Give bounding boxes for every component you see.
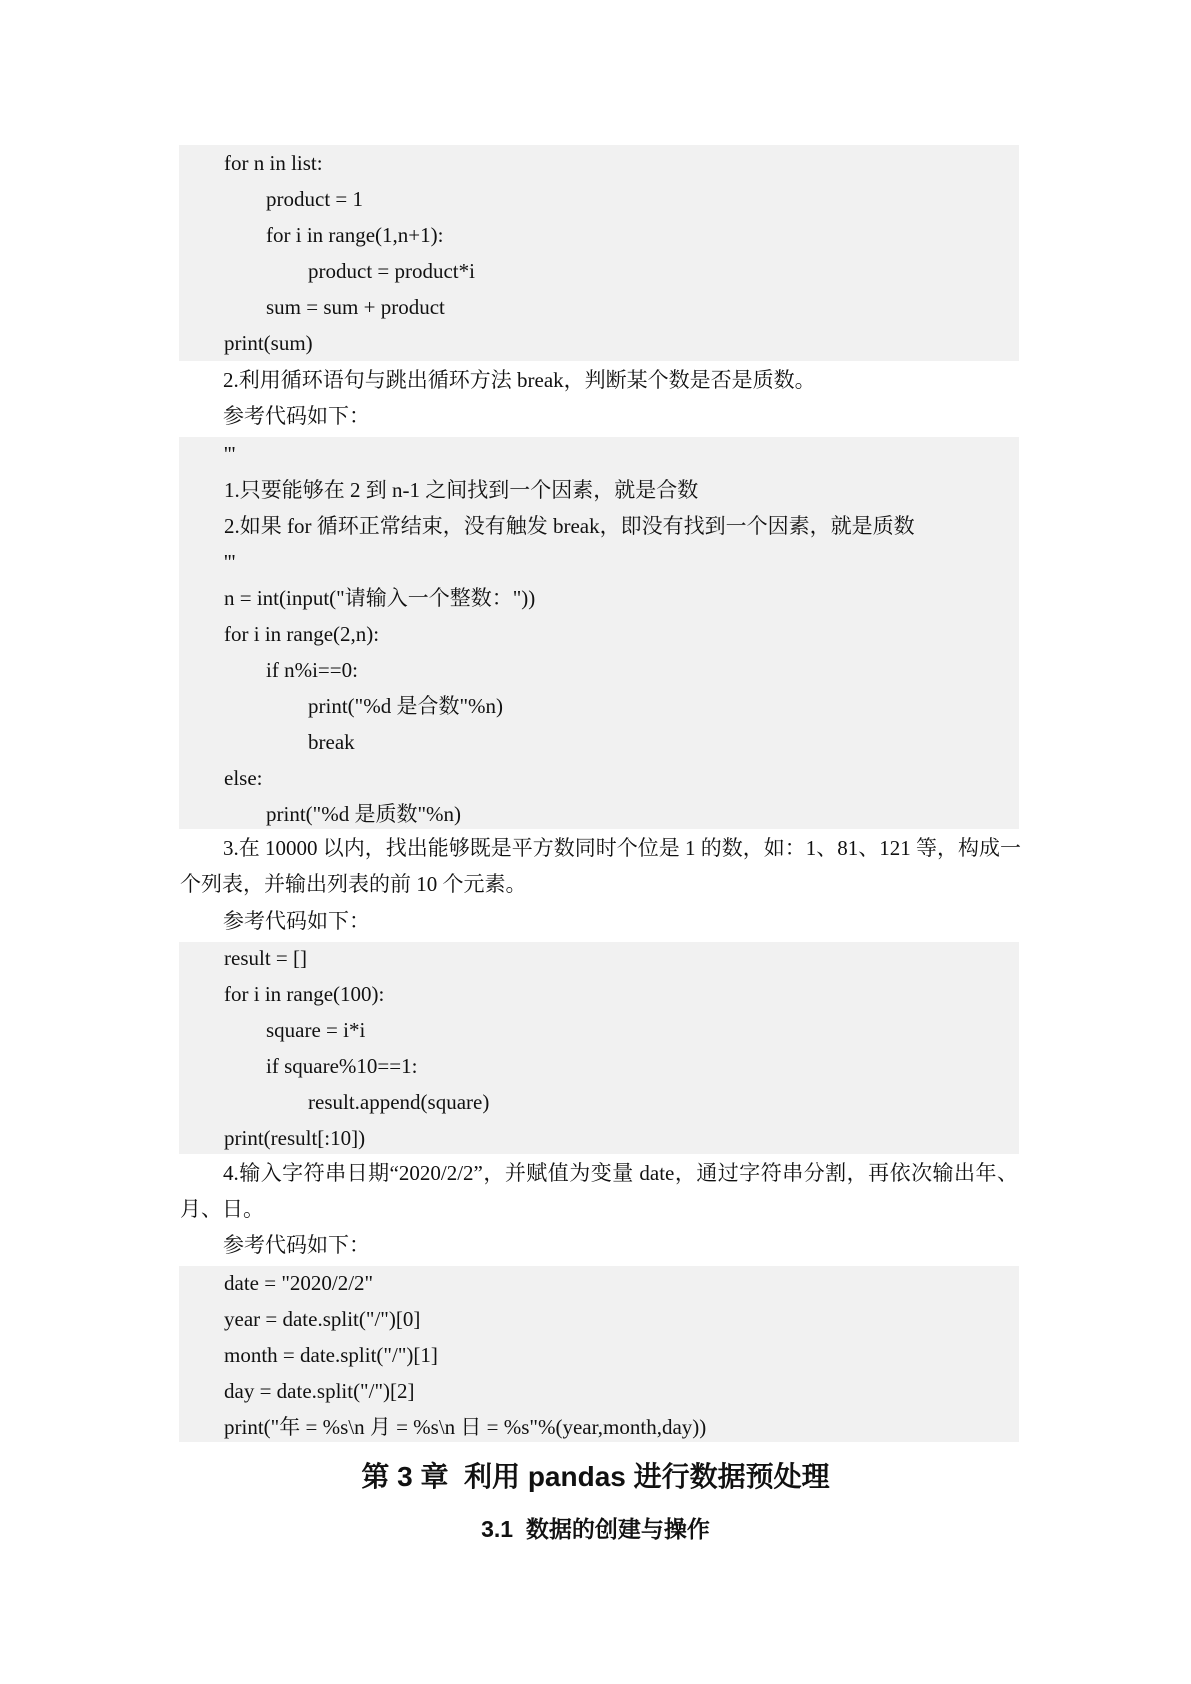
- code-line: day = date.split("/")[2]: [224, 1379, 415, 1403]
- code-line: 2.如果 for 循环正常结束，没有触发 break，即没有找到一个因素，就是质数: [224, 514, 915, 538]
- code-line: date = "2020/2/2": [224, 1271, 374, 1295]
- code-line: print("%d 是质数"%n): [266, 802, 462, 826]
- exercise-2-question: 2.利用循环语句与跳出循环方法 break，判断某个数是否是质数。: [223, 368, 816, 392]
- code-line: for n in list:: [224, 151, 323, 175]
- code-line: print(result[:10]): [224, 1126, 366, 1150]
- code-line: print(sum): [224, 331, 313, 355]
- code-line: ''': [224, 550, 236, 574]
- code-line: for i in range(1,n+1):: [266, 223, 444, 247]
- reference-code-label: 参考代码如下：: [223, 1233, 370, 1257]
- code-line: print("年 = %s\n 月 = %s\n 日 = %s"%(year,month,day)): [224, 1415, 707, 1439]
- code-line: if square%10==1:: [266, 1054, 418, 1078]
- exercise-4-question: 4.输入字符串日期“2020/2/2”，并赋值为变量 date，通过字符串分割，再依次输出年、: [223, 1161, 1018, 1185]
- chapter-title: 第 3 章 利用 pandas 进行数据预处理: [361, 1461, 830, 1492]
- code-line: break: [308, 730, 355, 754]
- code-line: month = date.split("/")[1]: [224, 1343, 438, 1367]
- exercise-4-question-cont: 月、日。: [180, 1197, 264, 1221]
- code-line: sum = sum + product: [266, 295, 445, 319]
- reference-code-label: 参考代码如下：: [223, 404, 370, 428]
- code-line: for i in range(100):: [224, 982, 385, 1006]
- exercise-3-question-cont: 个列表，并输出列表的前 10 个元素。: [180, 872, 527, 896]
- code-line: ''': [224, 442, 236, 466]
- code-line: square = i*i: [266, 1018, 366, 1042]
- code-line: for i in range(2,n):: [224, 622, 380, 646]
- code-line: if n%i==0:: [266, 658, 358, 682]
- code-line: product = product*i: [308, 259, 475, 283]
- code-line: result = []: [224, 946, 307, 970]
- code-line: product = 1: [266, 187, 363, 211]
- code-line: print("%d 是合数"%n): [308, 694, 504, 718]
- reference-code-label: 参考代码如下：: [223, 909, 370, 933]
- code-line: result.append(square): [308, 1090, 490, 1114]
- code-line: year = date.split("/")[0]: [224, 1307, 421, 1331]
- exercise-3-question: 3.在 10000 以内，找出能够既是平方数同时个位是 1 的数，如：1、81、121 等，构成一: [223, 836, 1021, 860]
- code-line: n = int(input("请输入一个整数：")): [224, 586, 536, 610]
- code-line: else:: [224, 766, 263, 790]
- section-title: 3.1 数据的创建与操作: [481, 1516, 710, 1542]
- code-line: 1.只要能够在 2 到 n-1 之间找到一个因素，就是合数: [224, 478, 699, 502]
